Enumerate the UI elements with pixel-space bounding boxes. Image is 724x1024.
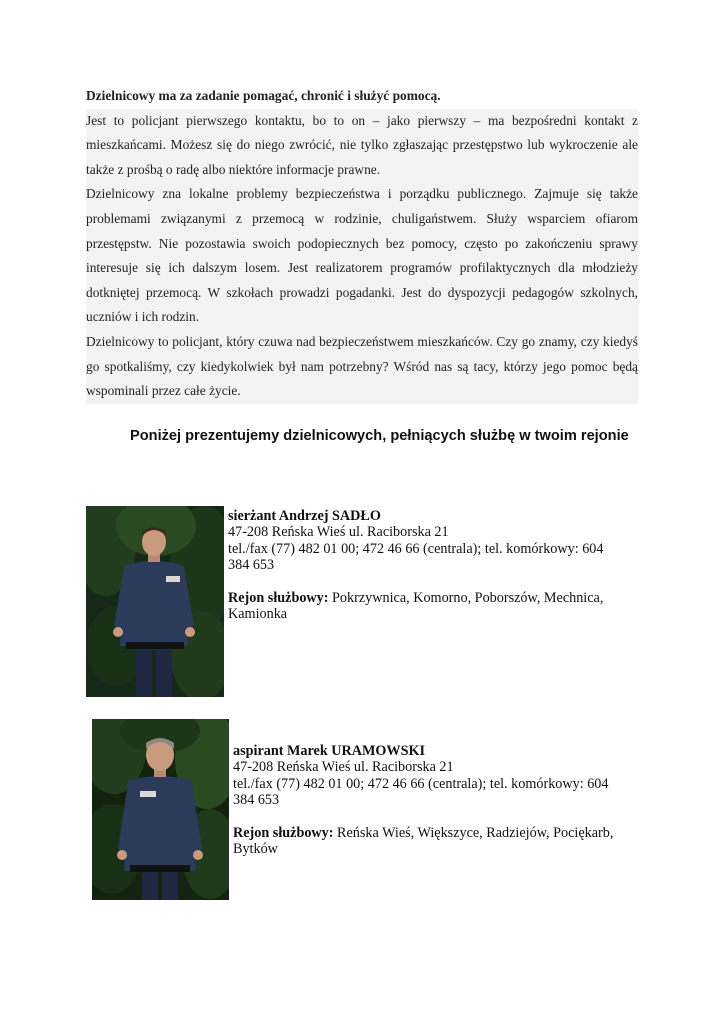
officer-region-1: [228, 590, 648, 606]
officer-phone-cont-1: 384 653: [228, 557, 275, 574]
officer-photo-1: [86, 506, 224, 697]
officer-region-cont-1: Kamionka: [228, 606, 288, 623]
officer-info-2: [233, 743, 653, 858]
intro-paragraph-3: Dzielnicowy to policjant, który czuwa nad bezpieczeństwem mieszkańców. Czy go znamy, czy kiedyś go spotkaliśmy, czy kiedykolwiek był nam potrzebny? Wśród nas są tacy, którzy jego pomoc będą wspominali przez całe życie.: [86, 330, 638, 404]
officer-region-2: [233, 825, 653, 841]
intro-lead: Dzielnicowy ma za zadanie pomagać, chronić i służyć pomocą.: [86, 88, 441, 103]
officer-photo-figure-2: [92, 719, 229, 900]
intro-section: [86, 84, 638, 404]
region-list-2: Reńska Wieś, Większyce, Radziejów, Pociękarb,: [333, 825, 614, 842]
intro-paragraph-2: Dzielnicowy zna lokalne problemy bezpieczeństwa i porządku publicznego. Zajmuje się także problemami związanymi z przemocą w rodzinie, chuligaństwem. Służy wsparciem ofiarom przestępstw. Nie pozostawia swoich podopiecznych bez pomocy, często po zakończeniu sprawy interesuje się ich dalszym losem. Jest realizatorem programów profilaktycznych dla młodzieży dotkniętej przemocą. W szkołach prowadzi pogadanki. Jest do dyspozycji pedagogów szkolnych, uczniów i ich rodzin.: [86, 182, 638, 330]
officer-phone-2: tel./fax (77) 482 01 00; 472 46 66 (centrala); tel. komórkowy: 604: [233, 775, 609, 792]
officer-name-1: sierżant Andrzej SADŁO: [228, 508, 381, 524]
officer-name-2: aspirant Marek URAMOWSKI: [233, 743, 426, 759]
officer-address-1: 47-208 Reńska Wieś ul. Raciborska 21: [228, 524, 449, 541]
officer-region-cont-2: Bytków: [233, 841, 278, 858]
officer-phone-1: tel./fax (77) 482 01 00; 472 46 66 (centrala); tel. komórkowy: 604: [228, 540, 604, 557]
officer-photo-2: [92, 719, 229, 900]
region-label-1: Rejon służbowy:: [228, 590, 329, 607]
section-title: Poniżej prezentujemy dzielnicowych, pełniących służbę w twoim rejonie: [130, 428, 629, 444]
officer-phone-cont-2: 384 653: [233, 792, 280, 809]
officer-photo-figure-1: [86, 506, 224, 697]
officer-address-2: 47-208 Reńska Wieś ul. Raciborska 21: [233, 759, 454, 776]
region-list-1: Pokrzywnica, Komorno, Poborszów, Mechnica,: [328, 590, 604, 607]
region-label-2: Rejon służbowy:: [233, 825, 334, 842]
intro-paragraph-1: Jest to policjant pierwszego kontaktu, bo to on – jako pierwszy – ma bezpośredni kontakt z mieszkańcami. Możesz się do niego zwrócić, nie tylko zgłaszając przestępstwo lub wykroczenie ale także z prośbą o radę albo niektóre informacje prawne.: [86, 109, 638, 183]
officer-info-1: [228, 508, 648, 623]
